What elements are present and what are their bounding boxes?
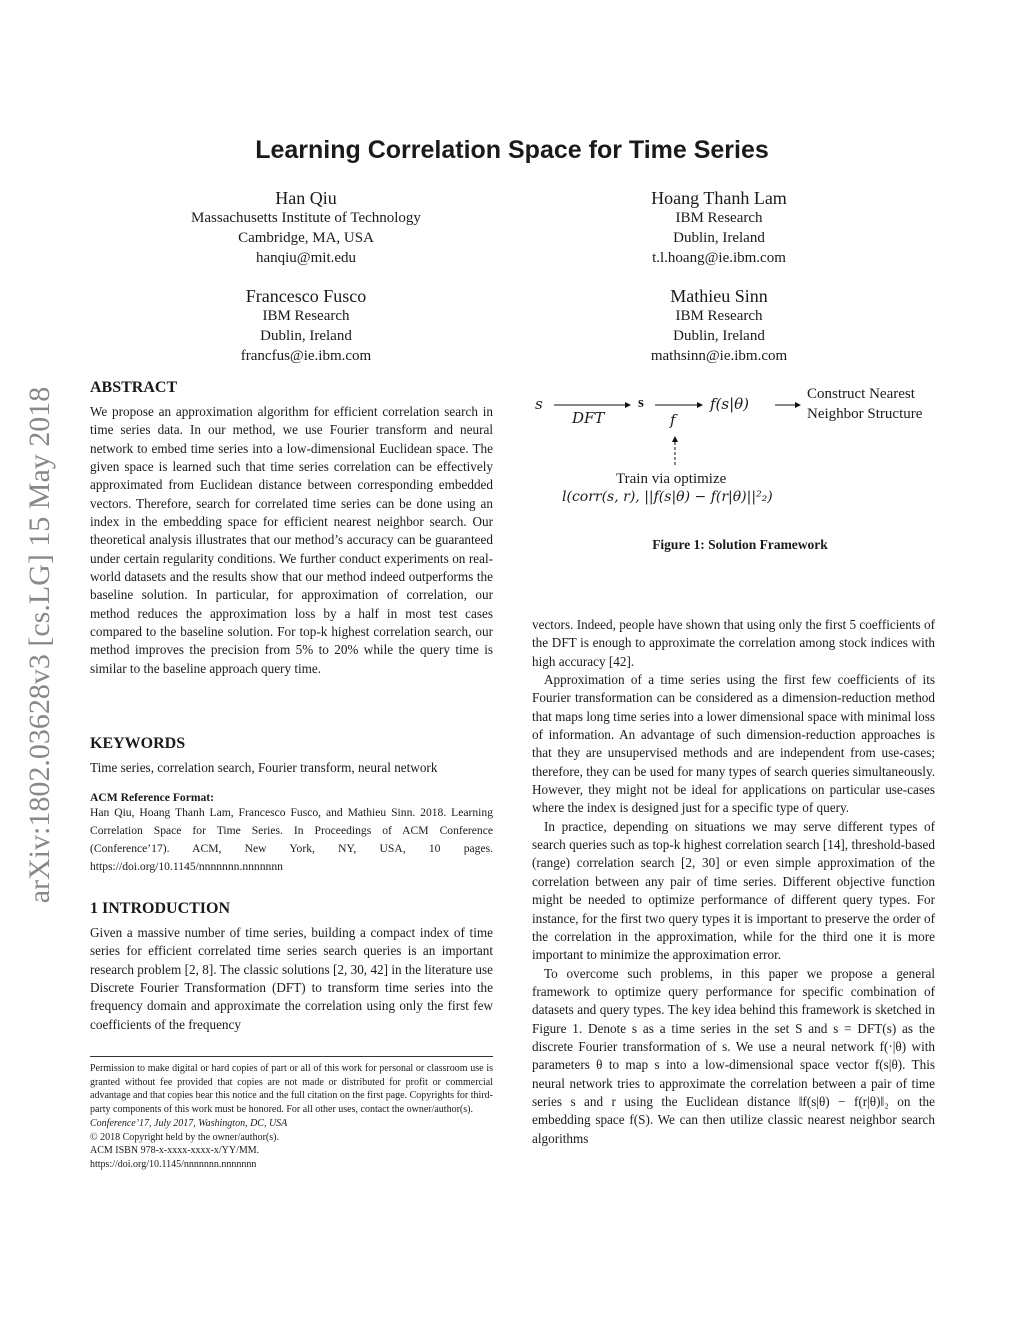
figure-caption: Figure 1: Solution Framework [652, 537, 828, 552]
paragraph: Approximation of a time series using the first few coefficients of its Fourier transformation can be considered as a dimension-reduction method that maps long time series into a lower dimensional space with minimal loss of information. An advantage of such dimension-reduction approaches is that they are unsupervised methods and are independent from use-cases; therefore, they can be used for many types of search queries simultaneously. However, they might not be ideal for applications on particular use-cases where the index is designed just for a specific type of query. [532, 672, 935, 816]
fig-loss: l(corr(s, r), ||f(s|θ) − f(r|θ)||²₂) [562, 489, 773, 505]
conference-info: Conference’17, July 2017, Washington, DC, USA [90, 1117, 288, 1129]
paragraph: vectors. Indeed, people have shown that using only the first 5 coefficients of the DFT is enough to approximate the correlation among stock indices with high accuracy [42]. [532, 617, 935, 669]
author-email: t.l.hoang@ie.ibm.com [652, 250, 786, 266]
author-name: Francesco Fusco [245, 286, 367, 306]
footnote-rule [90, 1056, 493, 1057]
fig-f: f [670, 411, 676, 429]
keywords-heading: KEYWORDS [90, 735, 186, 752]
permission-notice: Permission to make digital or hard copies of part or all of this work for personal or classroom use is granted without fee provided that copies are not made or distributed for profit or commercial advantage and that copies bear this notice and the full citation on the first page. Copyrights for third-party components of this work must be honored. For all other uses, contact the owner/author(s). [90, 1063, 493, 1116]
footnote [90, 1062, 493, 1172]
paragraph: In practice, depending on situations we may serve different types of search queries such as top-k highest correlation search [14], threshold-based (range) correlation search [2, 30] or even simple approximation of the correlation between any pair of time series. Different objective function might be needed to optimize performance of different query types. For instance, for the first two query types it is important to preserve the order of the correlation in the approximation, while for the third one it is more important to minimize the approximation error. [532, 818, 935, 963]
author-affiliation: Massachusetts Institute of Technology [191, 210, 421, 226]
isbn: ACM ISBN 978-x-xxxx-xxxx-x/YY/MM. [90, 1145, 260, 1157]
figure-solution-framework [530, 380, 950, 530]
author-name: Hoang Thanh Lam [651, 188, 787, 208]
abstract-paragraph: We propose an approximation algorithm for efficient correlation search in time series data. In our method, we use Fourier transform and neural network to embed time series into a low-dimensional Euclidean space. The given space is learned such that time series correlation can be effectively approximated from Euclidean distance between corresponding embedded vectors. Therefore, search for correlated time series can be done using an index in the embedding space for efficient nearest neighbor search. Our theoretical analysis illustrates that our method’s accuracy can be guaranteed under certain regularity conditions. We further conduct experiments on real-world datasets and the results show that our method indeed outperforms the baseline solution. In particular, for approximation of correlation, our method reduces the approximation loss by a half in most test cases compared to the baseline solution. For top-k highest correlation search, our method improves the precision from 5% to 20% while the query time is similar to the baseline approach query time. [90, 404, 493, 676]
introduction-heading: 1 INTRODUCTION [90, 900, 231, 917]
fig-dft: DFT [572, 409, 605, 427]
author-affiliation: IBM Research [262, 308, 350, 324]
copyright: © 2018 Copyright held by the owner/author(s). [90, 1131, 279, 1143]
right-column-text [532, 616, 935, 1148]
paragraph: To overcome such problems, in this paper we propose a general framework to optimize query performance for specific combination of datasets and query types. The key idea behind this framework is sketched in Figure 1. Denote s as a time series in the set S and s = DFT(s) as the discrete Fourier transformation of s. We use a neural network f(·|θ) with parameters θ to map s into a low-dimensional space vector f(s|θ). This neural network tries to approximate the correlation between a pair of time series s and r using the Euclidean distance ‖f(s|θ) − f(r|θ)‖₂ on the embedding space f(S). We can then utilize classic nearest neighbor search algorithms [532, 965, 935, 1146]
intro-paragraph: Given a massive number of time series, building a compact index of time series for efficient correlated time series search queries is an important research problem [2, 8]. The classic solutions [2, 30, 42] in the literature use Discrete Fourier Transformation (DFT) to transform time series into the frequency domain and approximate the correlation using only the first few coefficients of the frequency [90, 925, 493, 1032]
author-email: francfus@ie.ibm.com [240, 348, 372, 364]
acm-reference-text: Han Qiu, Hoang Thanh Lam, Francesco Fusco, and Mathieu Sinn. 2018. Learning Correlation Space for Time Series. In Proceedings of ACM Conference (Conference’17). ACM, New York, NY, USA, 10 pages. https://doi.org/10.1145/nnnnnnn.nnnnnnn [90, 806, 493, 873]
author-name: Mathieu Sinn [670, 286, 768, 306]
fig-construct-line1: Construct Nearest [807, 386, 915, 402]
author-block [554, 285, 884, 366]
author-email: mathsinn@ie.ibm.com [650, 348, 788, 364]
fig-train: Train via optimize [616, 471, 727, 487]
arxiv-stamp: arXiv:1802.03628v3 [cs.LG] 15 May 2018 [23, 386, 56, 904]
introduction-text [90, 924, 493, 1034]
author-affiliation: IBM Research [675, 308, 763, 324]
author-block [141, 187, 471, 268]
author-location: Dublin, Ireland [673, 328, 765, 344]
author-affiliation: IBM Research [675, 210, 763, 226]
abstract-heading: ABSTRACT [90, 379, 178, 396]
fig-s-bold: s [638, 395, 644, 411]
abstract-text [90, 403, 493, 678]
author-name: Han Qiu [275, 188, 337, 208]
doi-link[interactable]: https://doi.org/10.1145/nnnnnnn.nnnnnnn [90, 1158, 257, 1170]
fig-fs: f(s|θ) [710, 395, 750, 413]
author-block [141, 285, 471, 366]
fig-s: s [535, 395, 543, 413]
acm-reference-heading: ACM Reference Format: [90, 791, 215, 804]
author-location: Dublin, Ireland [673, 230, 765, 246]
author-email: hanqiu@mit.edu [255, 250, 357, 266]
author-location: Dublin, Ireland [260, 328, 352, 344]
fig-construct-line2: Neighbor Structure [807, 406, 923, 422]
author-block [554, 187, 884, 268]
keywords-text: Time series, correlation search, Fourier transform, neural network [90, 760, 438, 775]
author-location: Cambridge, MA, USA [238, 230, 374, 246]
paper-title: Learning Correlation Space for Time Series [255, 136, 769, 164]
